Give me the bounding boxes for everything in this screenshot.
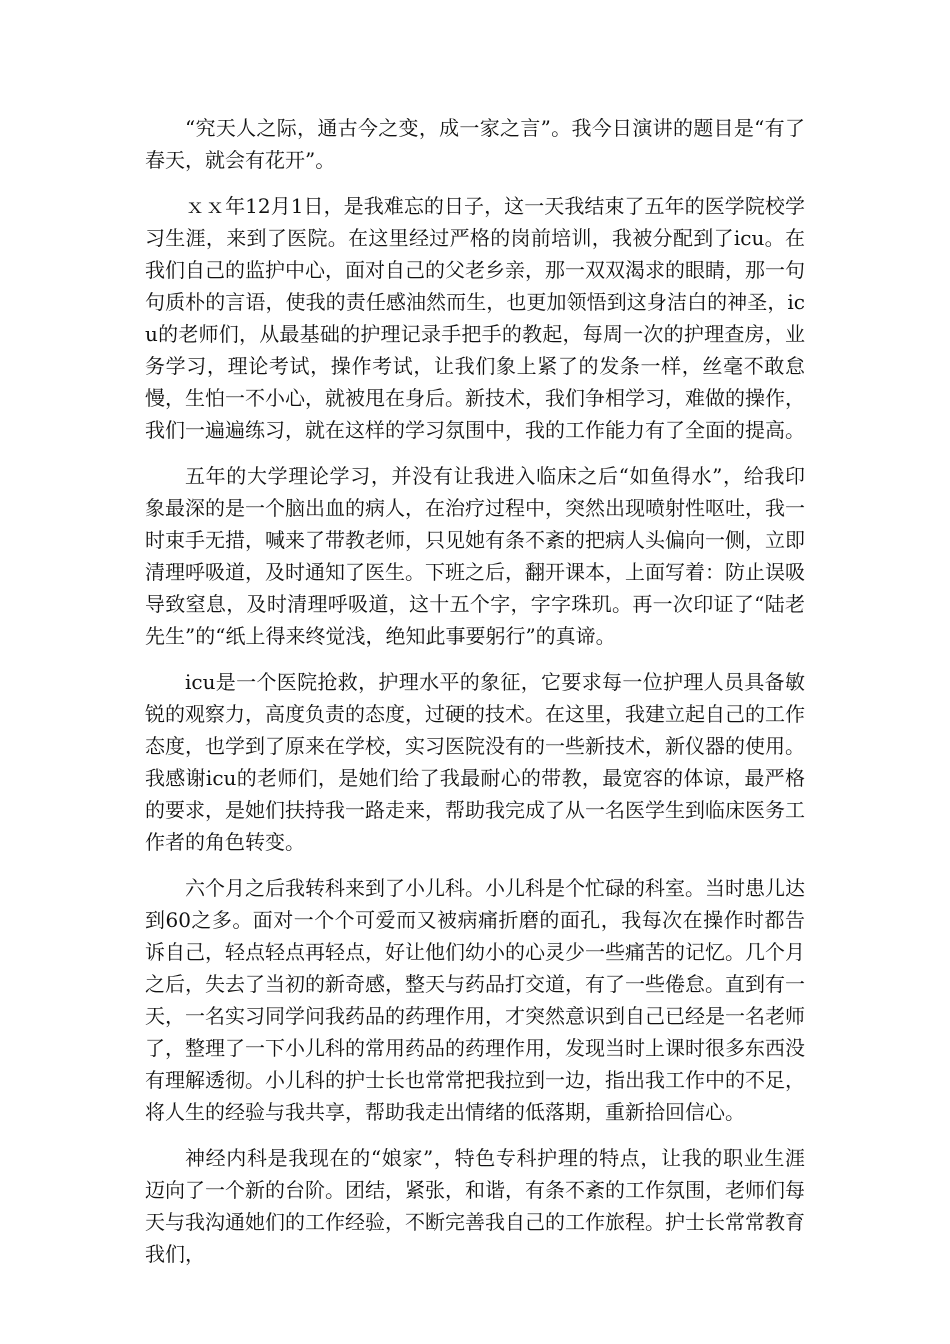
paragraph-5: 六个月之后我转科来到了小儿科。小儿科是个忙碌的科室。当时患儿达到60之多。面对一个个可爱而又被病痛折磨的面孔，我每次在操作时都告诉自己，轻点轻点再轻点，好让他们幼小的心灵少一些痛苦的记忆。几个月之后，失去了当初的新奇感，整天与药品打交道，有了一些倦怠。直到有一天，一名实习同学问我药品的药理作用，才突然意识到自己已经是一名老师了，整理了一下小儿科的常用药品的药理作用，发现当时上课时很多东西没有理解透彻。小儿科的护士长也常常把我拉到一边，指出我工作中的不足，将人生的经验与我共享，帮助我走出情绪的低落期，重新拾回信心。 [145, 876, 805, 1124]
paragraph-4: icu是一个医院抢救，护理水平的象征，它要求每一位护理人员具备敏锐的观察力，高度负责的态度，过硬的技术。在这里，我建立起自己的工作态度，也学到了原来在学校，实习医院没有的一些新技术，新仪器的使用。我感谢icu的老师们，是她们给了我最耐心的带教，最宽容的体谅，最严格的要求，是她们扶持我一路走来，帮助我完成了从一名医学生到临床医务工作者的角色转变。 [145, 670, 805, 854]
paragraph-6: 神经内科是我现在的“娘家”，特色专科护理的特点，让我的职业生涯迈向了一个新的台阶。团结，紧张，和谐，有条不紊的工作氛围，老师们每天与我沟通她们的工作经验，不断完善我自己的工作旅程。护士长常常教育我们， [145, 1146, 805, 1266]
paragraph-3: 五年的大学理论学习，并没有让我进入临床之后“如鱼得水”，给我印象最深的是一个脑出血的病人，在治疗过程中，突然出现喷射性呕吐，我一时束手无措，喊来了带教老师，只见她有条不紊的把病人头偏向一侧，立即清理呼吸道，及时通知了医生。下班之后，翻开课本，上面写着：防止误吸导致窒息，及时清理呼吸道，这十五个字，字字珠玑。再一次印证了“陆老先生”的“纸上得来终觉浅，绝知此事要躬行”的真谛。 [145, 464, 805, 648]
paragraph-1: “究天人之际，通古今之变，成一家之言”。我今日演讲的题目是“有了春天，就会有花开”。 [145, 116, 805, 172]
paragraph-2: ｘｘ年12月1日，是我难忘的日子，这一天我结束了五年的医学院校学习生涯，来到了医院。在这里经过严格的岗前培训，我被分配到了icu。在我们自己的监护中心，面对自己的父老乡亲，那一双双渴求的眼睛，那一句句质朴的言语，使我的责任感油然而生，也更加领悟到这身洁白的神圣，icu的老师们，从最基础的护理记录手把手的教起，每周一次的护理查房，业务学习，理论考试，操作考试，让我们象上紧了的发条一样，丝毫不敢怠慢，生怕一不小心，就被甩在身后。新技术，我们争相学习，难做的操作，我们一遍遍练习，就在这样的学习氛围中，我的工作能力有了全面的提高。 [145, 194, 805, 442]
document-page [145, 112, 805, 1284]
